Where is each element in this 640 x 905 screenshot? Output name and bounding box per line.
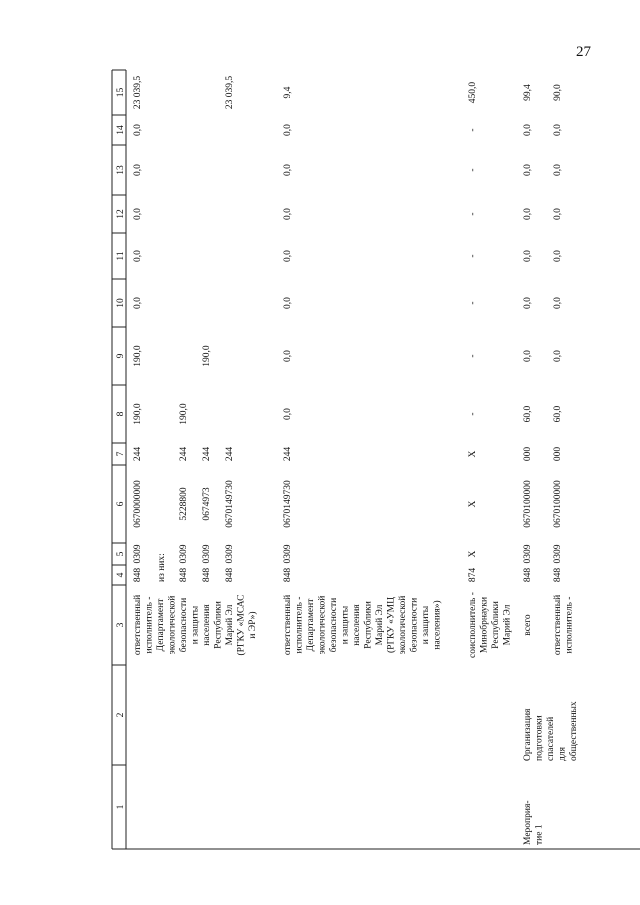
cell-c4: 848 [283, 567, 293, 583]
cell-c6: 0670100000 [553, 480, 563, 528]
cell-c4: 848 [225, 567, 235, 583]
cell-c4: 848 [553, 567, 563, 583]
activity-title: спасателей [546, 716, 556, 761]
cell-c6: 0670149730 [283, 480, 293, 528]
cell-c7: 244 [202, 446, 212, 462]
executor-text: и защиты [421, 605, 431, 645]
cell-c6: 0670100000 [523, 480, 533, 528]
activity-label: тие 1 [534, 824, 545, 845]
cell-c4: 848 [133, 567, 143, 583]
cell-c13: 0,0 [283, 164, 293, 176]
executor-text: Департамент [306, 598, 316, 652]
executor-text: Марий Эл [375, 604, 385, 646]
cell-c9: 0,0 [553, 350, 563, 362]
cell-c14: 0,0 [133, 124, 143, 136]
executor-text: Департамент [156, 598, 166, 652]
cell-c6: 5228800 [179, 487, 189, 521]
executor-text: населения [352, 604, 362, 646]
cell-c7: 000 [523, 446, 533, 462]
executor-text: Минобрнауки [479, 596, 490, 654]
cell-c11: 0,0 [523, 250, 533, 262]
cell-c7: 244 [179, 446, 189, 462]
cell-c12: 0,0 [553, 208, 563, 220]
executor-text: всего [523, 614, 533, 636]
cell-c9: 190,0 [133, 345, 143, 367]
column-number-12: 12 [116, 209, 126, 219]
cell-c14: 0,0 [553, 124, 563, 136]
executor-text: ответственный [553, 594, 563, 656]
cell-c9: - [468, 354, 478, 358]
executor-text: соисполнитель - [468, 592, 478, 658]
activity-title: для [557, 747, 568, 761]
cell-c10: 0,0 [523, 297, 533, 309]
cell-c15: 23 039,5 [133, 75, 143, 110]
column-number-7: 7 [116, 451, 126, 457]
activity-title: подготовки [534, 715, 545, 761]
cell-c9: 0,0 [523, 350, 533, 362]
cell-c15: 99,4 [523, 84, 533, 101]
cell-c7: 000 [553, 446, 563, 462]
column-number-4: 4 [116, 572, 126, 578]
column-number-13: 13 [116, 165, 126, 175]
cell-c12: - [468, 212, 478, 216]
activity-title: Организация [523, 708, 533, 761]
executor-text: Марий Эл [225, 604, 235, 646]
cell-c8: 0,0 [283, 408, 293, 420]
cell-c5: 0309 [553, 544, 563, 564]
executor-text: населения [202, 604, 212, 646]
sub-label: из них: [157, 553, 167, 582]
executor-text: (РГКУ «УМЦ [386, 597, 397, 653]
column-number-2: 2 [116, 712, 126, 718]
activity-label: Мероприя- [523, 800, 533, 845]
cell-c15: 90,0 [553, 84, 563, 101]
cell-c5: Х [468, 550, 478, 558]
cell-c5: 0309 [179, 544, 189, 564]
column-number-6: 6 [116, 501, 126, 507]
cell-c6: Х [468, 500, 478, 508]
cell-c13: 0,0 [133, 164, 143, 176]
column-number-1: 1 [116, 804, 126, 810]
executor-text: безопасности [179, 597, 189, 653]
executor-text: (РГКУ «МСАС [236, 594, 247, 656]
cell-c8: 190,0 [179, 403, 189, 425]
cell-c5: 0309 [225, 544, 235, 564]
cell-c4: 874 [468, 567, 478, 583]
cell-c8: 190,0 [133, 403, 143, 425]
cell-c4: 848 [179, 567, 189, 583]
activity-title: общественных [569, 701, 579, 761]
cell-c6: 0670000000 [133, 480, 143, 528]
cell-c10: 0,0 [133, 297, 143, 309]
cell-c14: 0,0 [283, 124, 293, 136]
cell-c14: 0,0 [523, 124, 533, 136]
cell-c7: 244 [283, 446, 293, 462]
executor-text: ответственный [283, 594, 293, 656]
cell-c10: - [468, 301, 478, 305]
executor-text: исполнитель - [144, 596, 155, 654]
cell-c8: 60,0 [553, 405, 563, 423]
cell-c12: 0,0 [283, 208, 293, 220]
cell-c6: 0674973 [202, 487, 212, 521]
executor-text: безопасности [409, 597, 420, 653]
executor-text: Республики [491, 601, 501, 649]
executor-text: экологической [317, 595, 328, 655]
executor-text: Республики [213, 601, 224, 649]
cell-c8: - [468, 412, 478, 416]
column-number-15: 15 [116, 87, 126, 98]
cell-c7: 244 [225, 446, 235, 462]
cell-c11: 0,0 [553, 250, 563, 262]
executor-text: населения») [432, 600, 443, 650]
column-number-5: 5 [116, 551, 126, 557]
cell-c7: Х [468, 450, 478, 458]
cell-c5: 0309 [133, 544, 143, 564]
executor-text: и защиты [190, 605, 201, 645]
cell-c10: 0,0 [283, 297, 293, 309]
cell-c14: - [468, 128, 478, 132]
cell-c4: 848 [523, 567, 533, 583]
cell-c6: 0670149730 [225, 480, 235, 528]
cell-c4: 848 [202, 567, 212, 583]
cell-c12: 0,0 [523, 208, 533, 220]
cell-c13: - [468, 168, 478, 172]
cell-c5: 0309 [283, 544, 293, 564]
executor-text: экологической [398, 595, 408, 655]
cell-c15: 9,4 [283, 86, 293, 99]
cell-c13: 0,0 [553, 164, 563, 176]
column-number-8: 8 [116, 411, 126, 417]
executor-text: и защиты [340, 605, 351, 645]
executor-text: исполнитель - [564, 596, 575, 654]
column-number-10: 10 [116, 298, 126, 308]
executor-text: экологической [167, 595, 178, 655]
cell-c15: 450,0 [468, 81, 478, 104]
cell-c5: 0309 [523, 544, 533, 564]
cell-c11: 0,0 [133, 250, 143, 262]
cell-c11: 0,0 [283, 250, 293, 262]
column-number-9: 9 [116, 353, 126, 359]
cell-c9: 190,0 [202, 345, 212, 367]
cell-c13: 0,0 [523, 164, 533, 176]
cell-c9: 0,0 [283, 350, 293, 362]
cell-c11: - [468, 254, 478, 258]
executor-text: ответственный [133, 594, 143, 656]
cell-c8: 60,0 [523, 405, 533, 423]
column-number-14: 14 [116, 125, 126, 135]
cell-c15: 23 039,5 [225, 75, 235, 110]
column-number-11: 11 [116, 251, 126, 261]
cell-c10: 0,0 [553, 297, 563, 309]
cell-c5: 0309 [202, 544, 212, 564]
executor-text: безопасности [329, 597, 339, 653]
executor-text: Республики [363, 601, 374, 649]
cell-c12: 0,0 [133, 208, 143, 220]
table-text [116, 76, 579, 845]
executor-text: Марий Эл [502, 604, 513, 646]
executor-text: исполнитель - [294, 596, 305, 654]
column-number-3: 3 [116, 622, 126, 628]
executor-text: и ЭР») [248, 611, 258, 639]
page-number: 27 [576, 44, 591, 60]
cell-c7: 244 [133, 446, 143, 462]
